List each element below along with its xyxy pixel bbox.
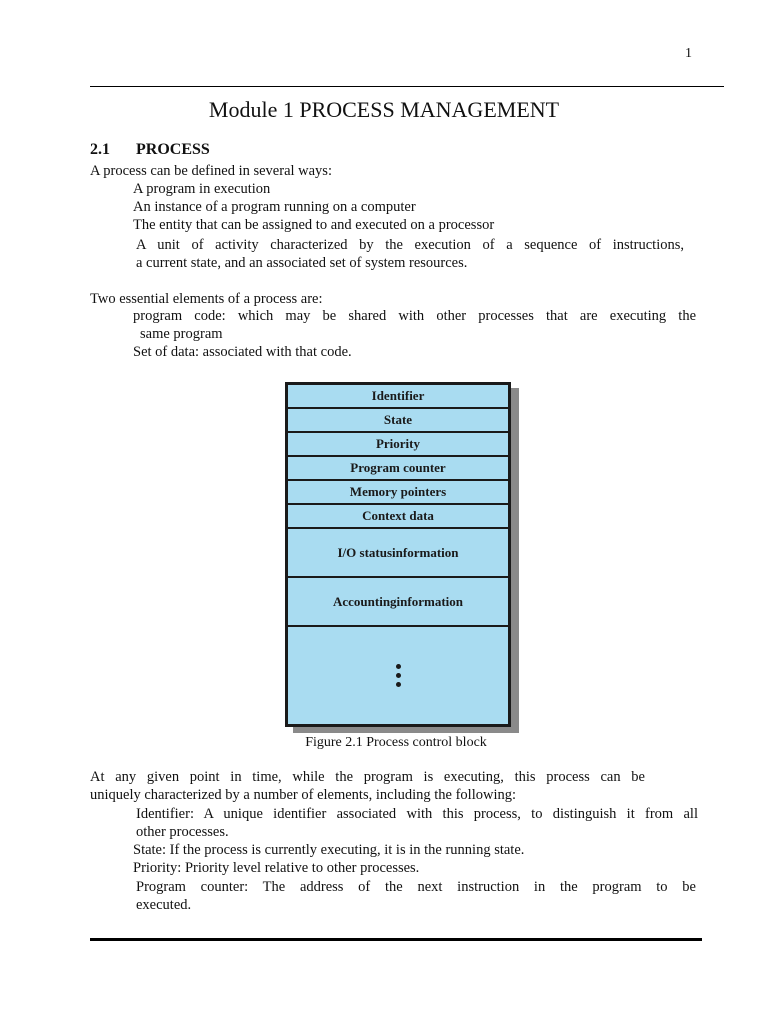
ellipsis-dot: [396, 673, 401, 678]
element-item-continuation: same program: [140, 326, 223, 342]
ellipsis-dot: [396, 682, 401, 687]
figure-caption: Figure 2.1 Process control block: [305, 735, 487, 750]
footer-rule: [90, 938, 702, 941]
definition-item: A program in execution: [133, 181, 271, 197]
page-title: Module 1 PROCESS MANAGEMENT: [208, 97, 560, 122]
characteristic-item: Priority: Priority level relative to other processes.: [133, 860, 420, 876]
page-number: 1: [685, 46, 692, 61]
pcb-row-identifier: Identifier: [288, 385, 508, 409]
definition-item: A unit of activity characterized by the execution of a sequence of instructions,: [136, 237, 684, 253]
pcb-row-context-data: Context data: [288, 505, 508, 529]
element-item: program code: which may be shared with other processes that are executing the: [133, 308, 696, 324]
section-number: 2.1: [90, 141, 110, 158]
definition-item: An instance of a program running on a computer: [133, 199, 416, 215]
characteristic-item: Identifier: A unique identifier associated with this process, to distinguish it from all: [136, 806, 698, 822]
pcb-label-line: I/O status: [337, 544, 393, 560]
pcb-label-line: Accounting: [332, 593, 397, 609]
pcb-label-line: information: [396, 593, 463, 609]
ellipsis-dot: [396, 664, 401, 669]
elements-intro: Two essential elements of a process are:: [90, 291, 323, 307]
pcb-row-program-counter: Program counter: [288, 457, 508, 481]
characteristic-item: Program counter: The address of the next instruction in the program to be: [136, 879, 696, 895]
element-item: Set of data: associated with that code.: [133, 344, 352, 360]
characteristic-item: State: If the process is currently executing, it is in the running state.: [133, 842, 525, 858]
process-control-block-figure: [285, 382, 511, 727]
pcb-row-io-status: [288, 529, 508, 578]
pcb-row-priority: Priority: [288, 433, 508, 457]
body-paragraph-line: At any given point in time, while the program is executing, this process can be: [90, 769, 645, 785]
definition-item: The entity that can be assigned to and executed on a processor: [133, 217, 495, 233]
header-rule: [90, 86, 724, 87]
characteristic-item-continuation: other processes.: [136, 824, 229, 840]
section-heading: [90, 141, 210, 159]
pcb-row-memory-pointers: Memory pointers: [288, 481, 508, 505]
definition-item-continuation: a current state, and an associated set of system resources.: [136, 255, 468, 271]
characteristic-item-continuation: executed.: [136, 897, 192, 913]
pcb-row-state: State: [288, 409, 508, 433]
pcb-row-accounting: [288, 578, 508, 627]
body-paragraph-line: uniquely characterized by a number of elements, including the following:: [90, 787, 517, 803]
section-title: PROCESS: [136, 141, 210, 158]
pcb-label-line: information: [392, 544, 459, 560]
intro-text: A process can be defined in several ways:: [90, 163, 332, 179]
pcb-row-ellipsis: [288, 627, 508, 724]
